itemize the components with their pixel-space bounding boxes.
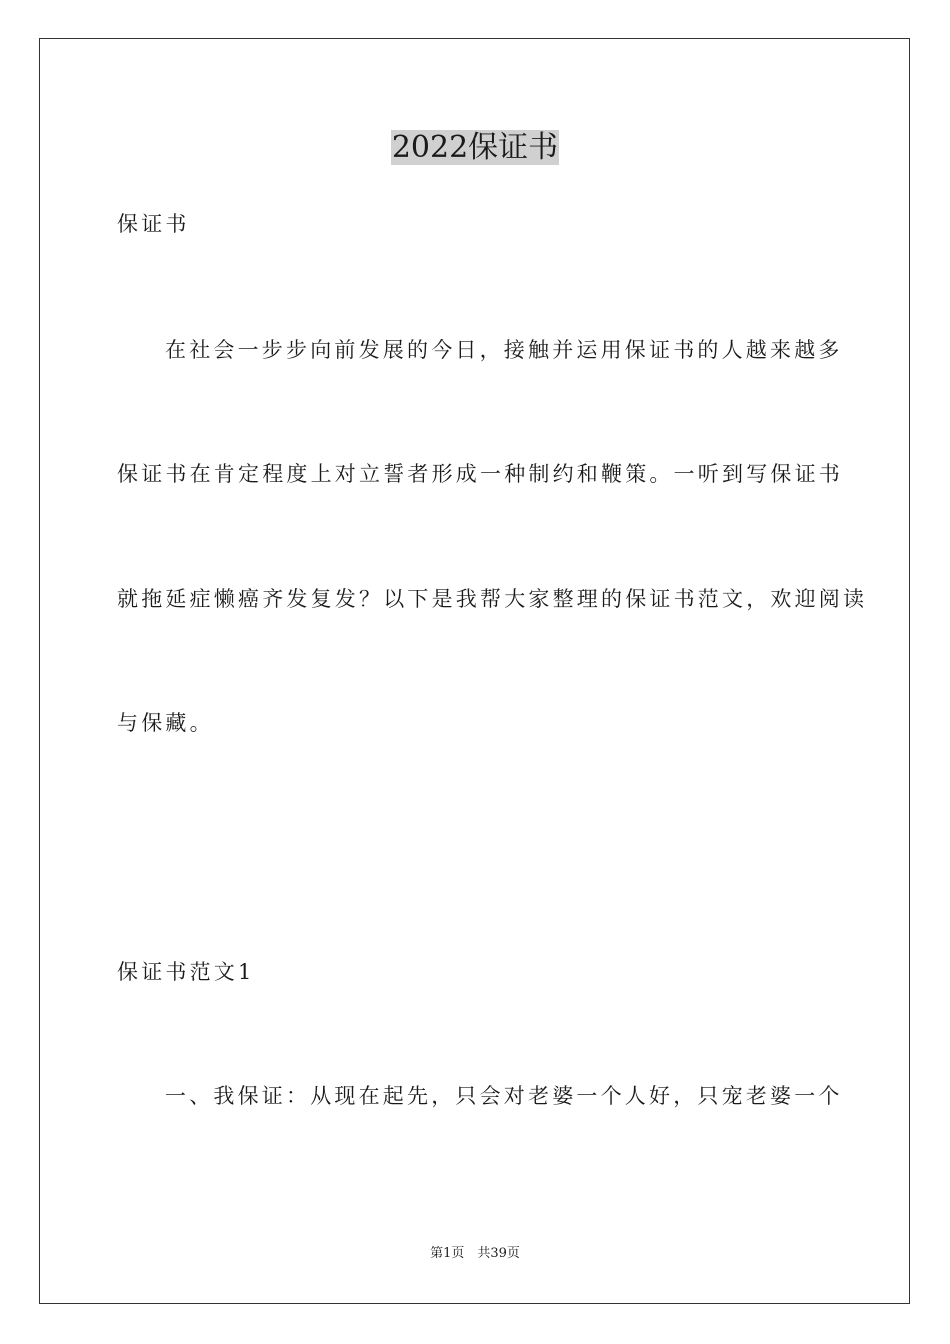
document-title [0,126,950,170]
document-title-text: 2022保证书 [391,130,559,165]
intro-line-2: 保证书在肯定程度上对立誓者形成一种制约和鞭策。一听到写保证书 [117,462,843,486]
section-first-line: 一、我保证：从现在起先，只会对老婆一个人好，只宠老婆一个 [165,1084,843,1108]
section-heading: 保证书范文1 [117,960,255,984]
intro-line-1: 在社会一步步向前发展的今日，接触并运用保证书的人越来越多 [165,338,843,362]
document-subtitle: 保证书 [117,212,190,236]
intro-line-3: 就拖延症懒癌齐发复发？以下是我帮大家整理的保证书范文，欢迎阅读 [117,587,868,611]
intro-line-4: 与保藏。 [117,711,214,735]
page-footer: 第1页 共39页 [430,1246,520,1261]
